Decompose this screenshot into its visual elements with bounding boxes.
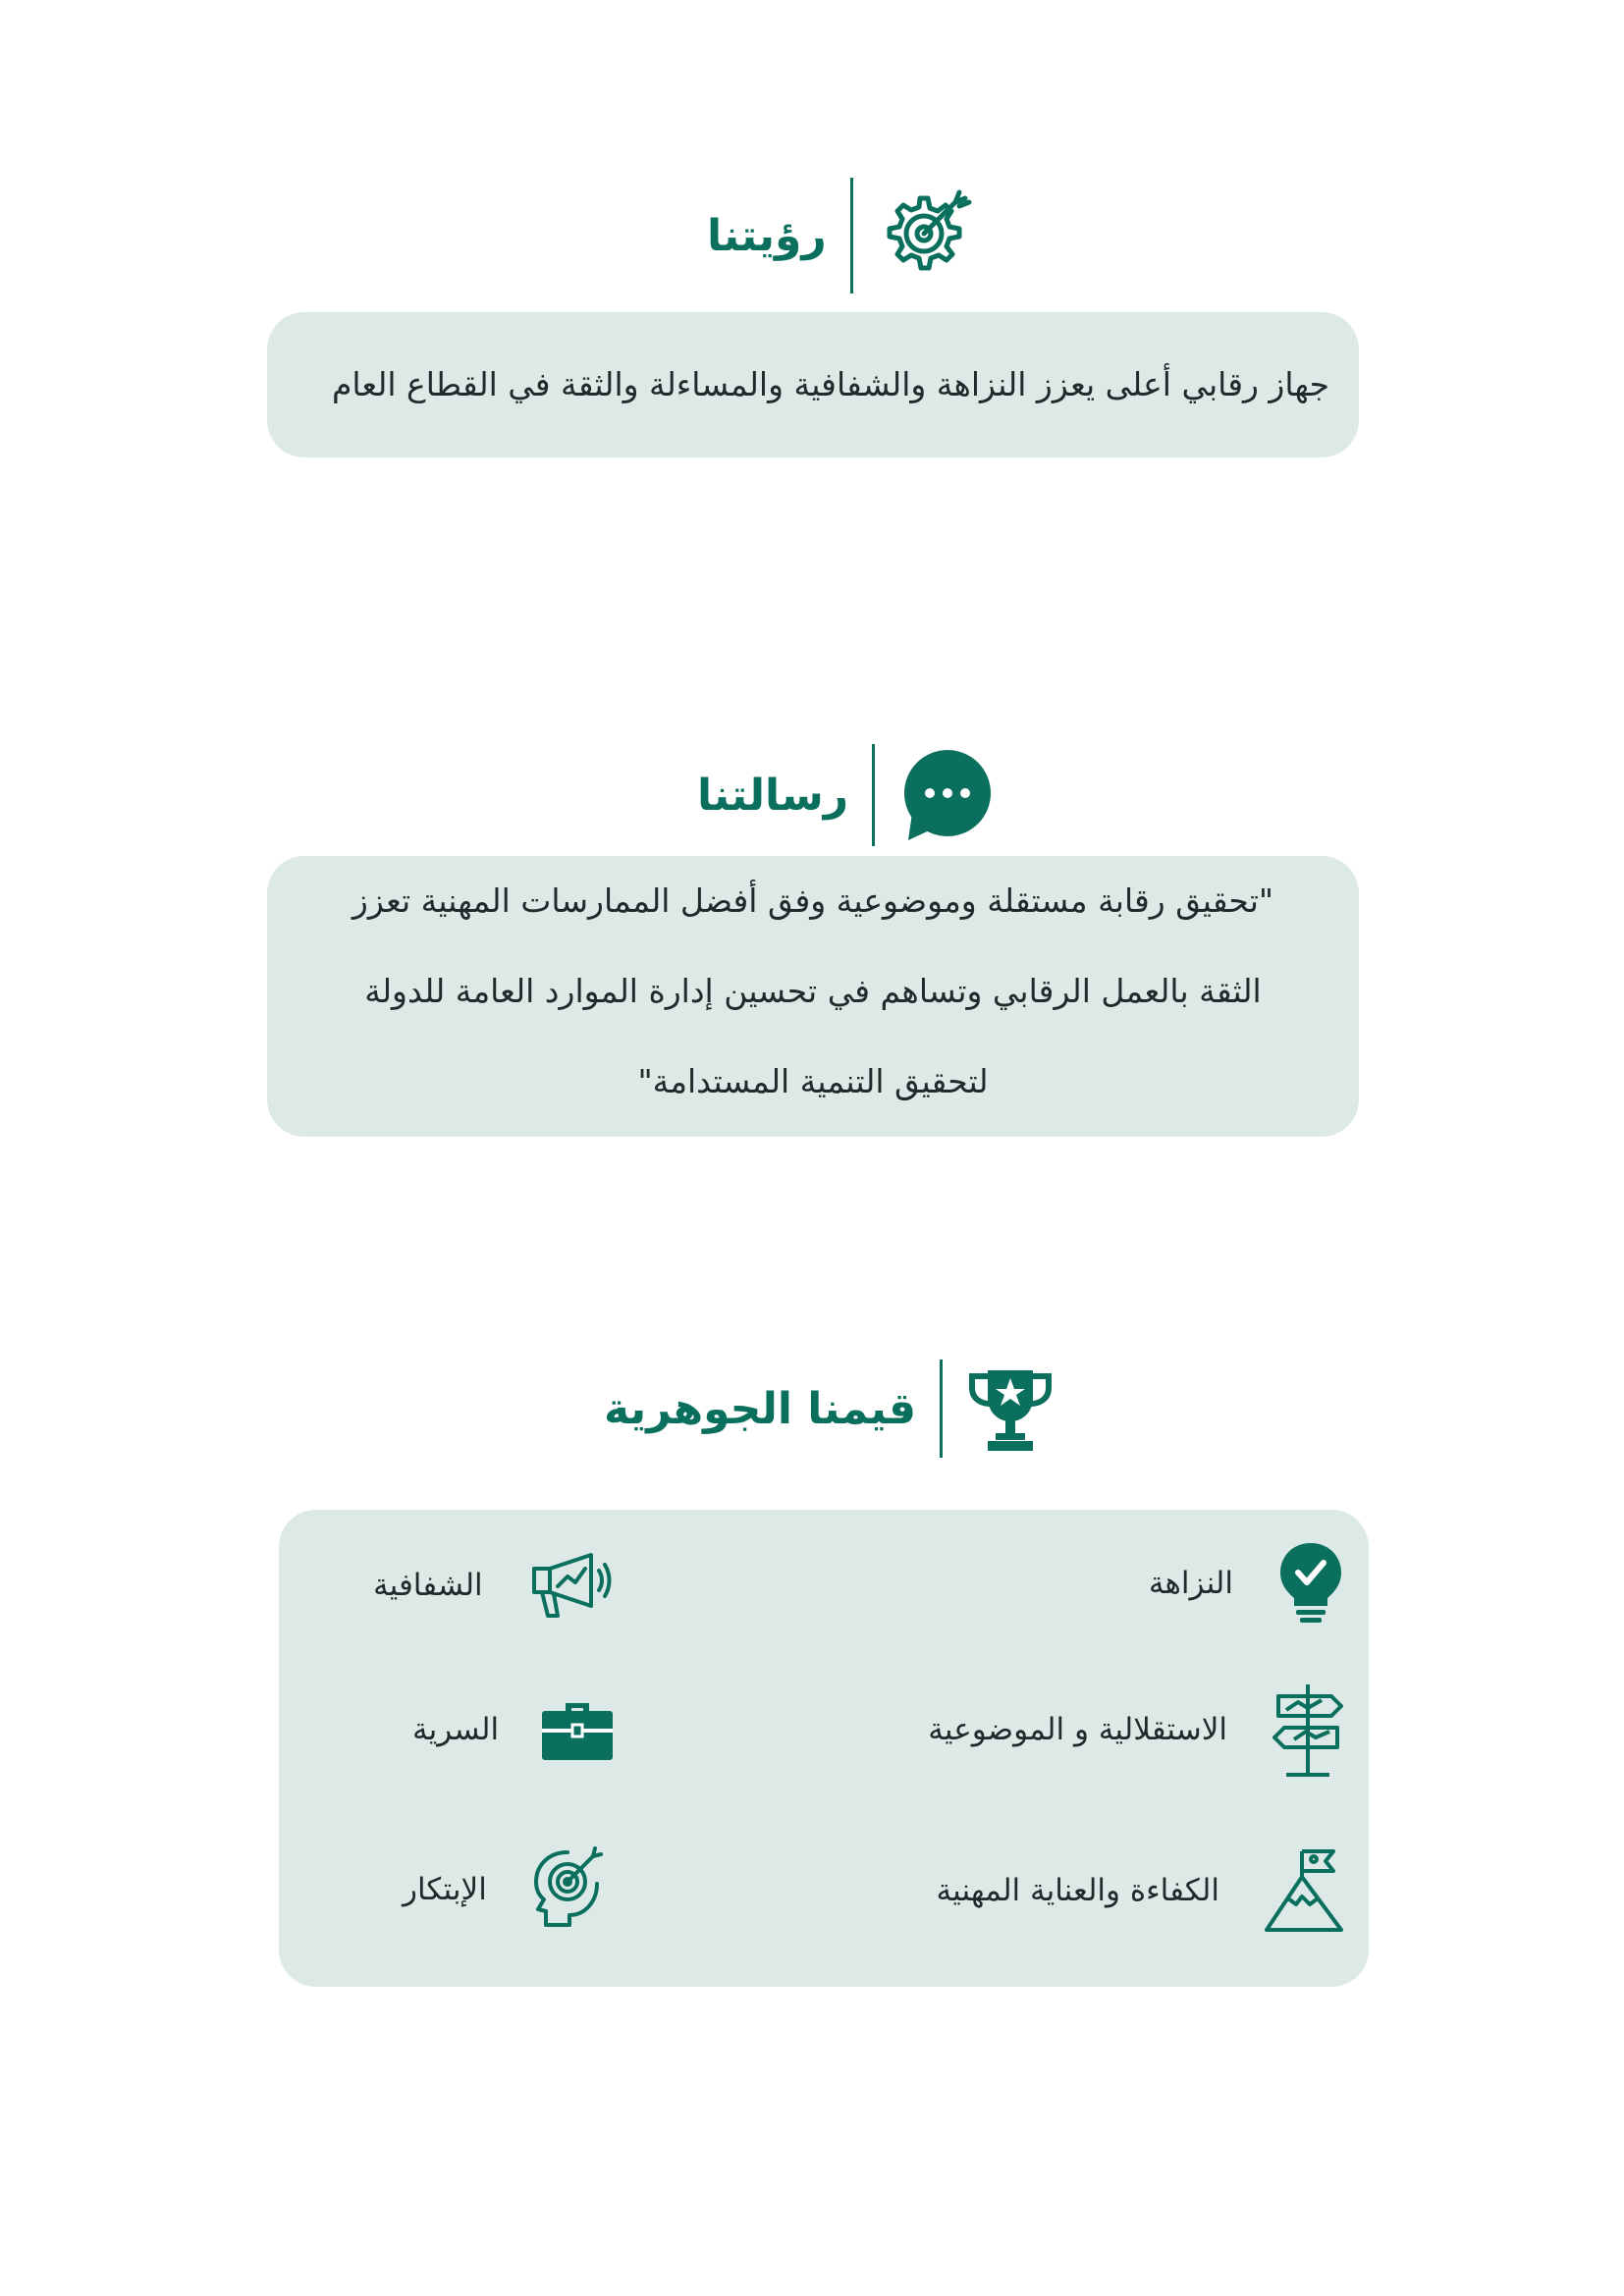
value-label: الإبتكار [403,1872,487,1907]
value-label: الاستقلالية و الموضوعية [928,1712,1227,1747]
value-competence [835,1843,1345,1938]
mountain-flag-icon [1263,1847,1345,1934]
mission-line: "تحقيق رقابة مستقلة وموضوعية وفق أفضل الممارسات المهنية تعزز [352,881,1274,920]
value-transparency [373,1541,613,1629]
value-label: الكفاءة والعناية المهنية [936,1873,1219,1908]
mission-line: لتحقيق التنمية المستدامة" [637,1062,989,1100]
mission-heading [697,741,993,849]
heading-divider [872,744,875,846]
heading-divider [940,1360,943,1458]
values-heading [604,1355,1055,1463]
value-confidentiality [412,1690,615,1769]
value-innovation [403,1845,607,1934]
briefcase-icon [540,1695,615,1764]
gear-target-icon [877,188,975,283]
head-target-icon [528,1846,607,1933]
megaphone-icon [528,1551,613,1620]
value-independence [835,1681,1345,1779]
value-label: الشفافية [373,1568,483,1603]
value-label: النزاهة [1148,1566,1233,1601]
vision-box [267,312,1359,457]
value-label: السرية [412,1712,500,1747]
signpost-icon [1271,1681,1345,1779]
trophy-icon [966,1364,1055,1453]
heading-divider [850,178,853,294]
mission-title: رسالتنا [697,770,849,821]
vision-text: جهاز رقابي أعلى يعزز النزاهة والشفافية والمساءلة والثقة في القطاع العام [331,365,1329,403]
values-title: قيمنا الجوهرية [604,1383,917,1434]
vision-heading [707,177,975,294]
mission-box [267,856,1359,1137]
chat-bubble-icon [898,748,993,842]
lightbulb-check-icon [1276,1539,1345,1628]
value-integrity [982,1539,1345,1628]
vision-title: رؤيتنا [707,210,827,261]
mission-line: الثقة بالعمل الرقابي وتساهم في تحسين إدارة الموارد العامة للدولة [364,972,1262,1010]
